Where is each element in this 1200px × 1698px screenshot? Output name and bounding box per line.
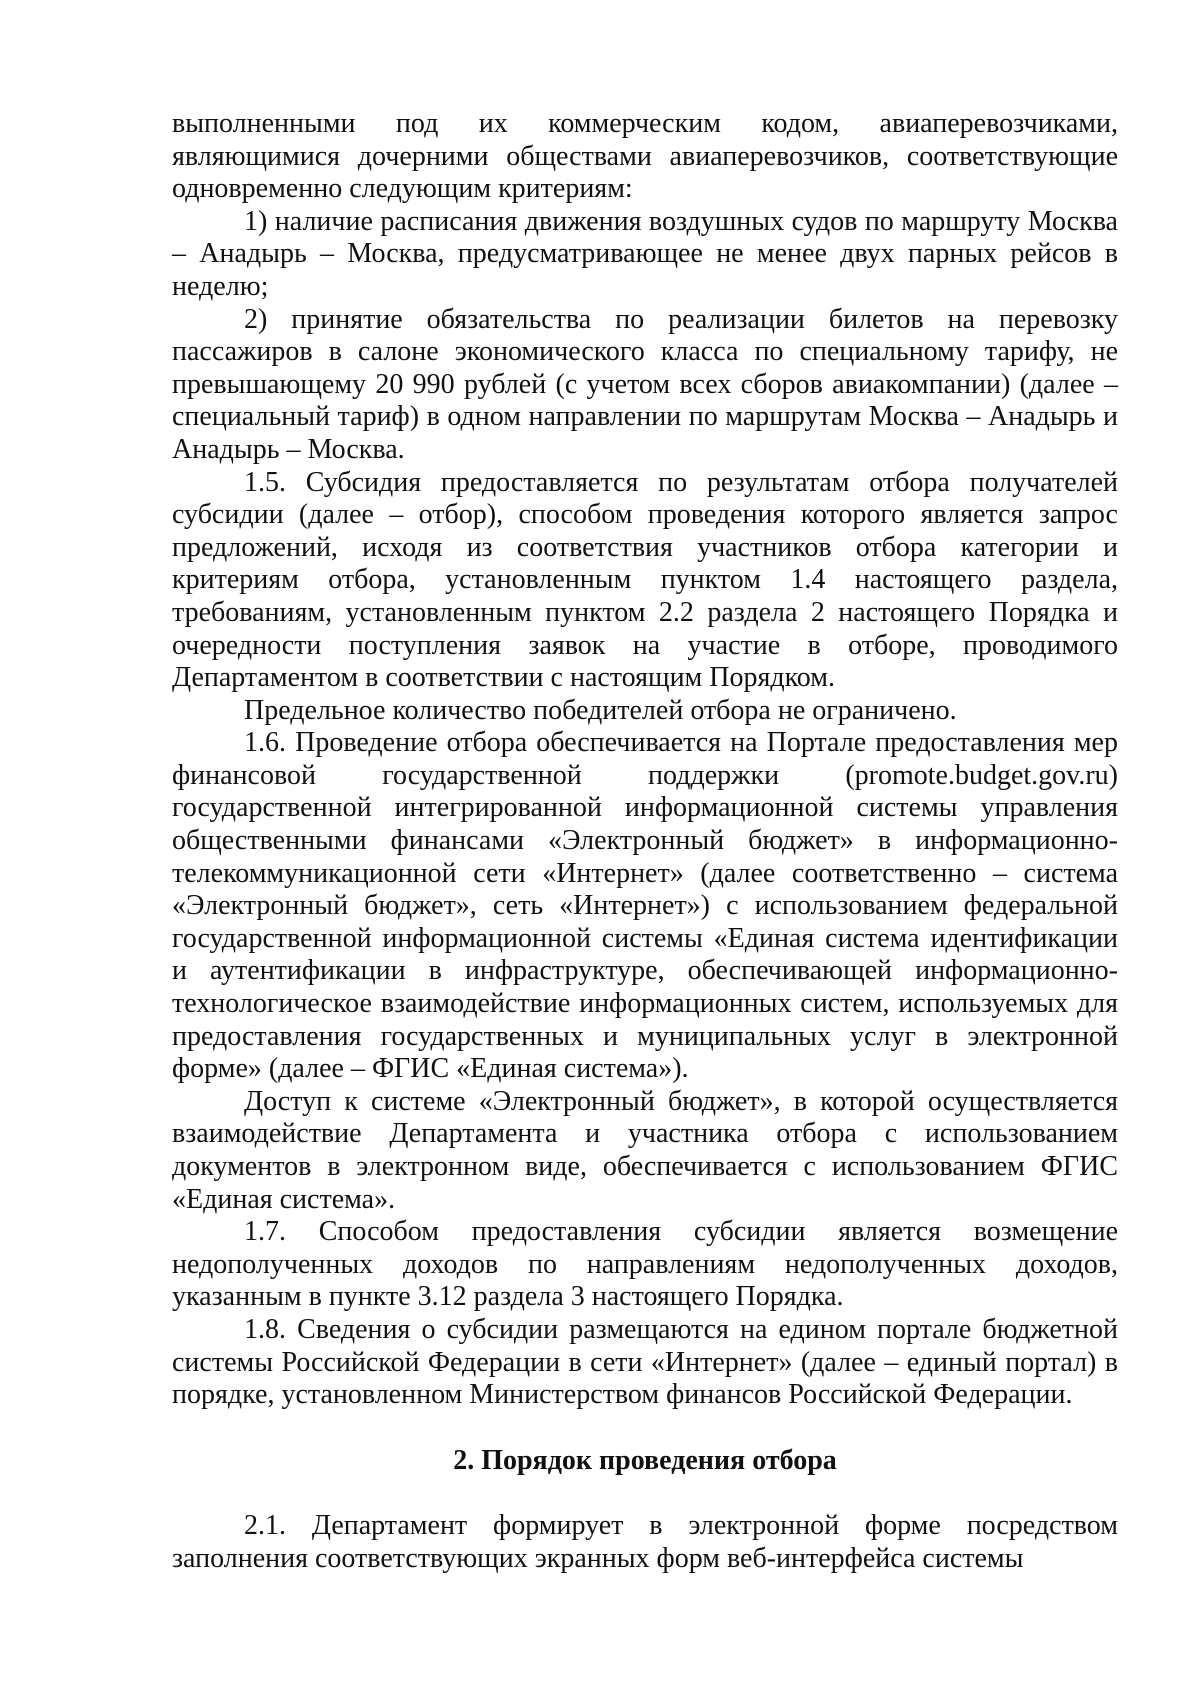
paragraph-criterion-2: 2) принятие обязательства по реализации билетов на перевозку пассажиров в салоне экономического класса по специальному тарифу, не превышающему 20 990 рублей (с учетом всех сборов авиакомпании) (далее – специальный тариф) в одном направлении по маршрутам Москва – Анадырь и Анадырь – Москва. [172, 303, 1118, 465]
paragraph-1-8: 1.8. Сведения о субсидии размещаются на едином портале бюджетной системы Российской Федерации в сети «Интернет» (далее – единый портал) в порядке, установленном Министерством финансов Российской Федерации. [172, 1313, 1118, 1411]
paragraph-continuation: выполненными под их коммерческим кодом, авиаперевозчиками, являющимися дочерними обществами авиаперевозчиков, соответствующие одновременно следующим критериям: [172, 108, 1118, 205]
paragraph-winners-limit: Предельное количество победителей отбора не ограничено. [244, 694, 957, 726]
paragraph-1-5: 1.5. Субсидия предоставляется по результатам отбора получателей субсидии (далее – отбор), способом проведения которого является запрос предложений, исходя из соответствия участников отбора категории и критериям отбора, установленным пунктом 1.4 настоящего раздела, требованиям, установленным пунктом 2.2 раздела 2 настоящего Порядка и очередности поступления заявок на участие в отборе, проводимого Департаментом в соответствии с настоящим Порядком. [172, 466, 1118, 694]
paragraph-criterion-1: 1) наличие расписания движения воздушных судов по маршруту Москва – Анадырь – Москва, предусматривающее не менее двух парных рейсов в неделю; [172, 205, 1118, 302]
paragraph-access: Доступ к системе «Электронный бюджет», в которой осуществляется взаимодействие Департамента и участника отбора с использованием документов в электронном виде, обеспечивается с использованием ФГИС «Единая система». [172, 1085, 1118, 1215]
paragraph-1-7: 1.7. Способом предоставления субсидии является возмещение недополученных доходов по направлениям недополученных доходов, указанным в пункте 3.12 раздела 3 настоящего Порядка. [172, 1216, 1118, 1313]
document-page [172, 108, 1118, 1576]
paragraph-2-1: 2.1. Департамент формирует в электронной форме посредством заполнения соответствующих экранных форм веб-интерфейса системы [172, 1510, 1118, 1574]
section-heading: 2. Порядок проведения отбора [453, 1444, 837, 1476]
paragraph-1-6: 1.6. Проведение отбора обеспечивается на Портале предоставления мер финансовой государственной поддержки (promote.budget.gov.ru) государственной интегрированной информационной системы управления общественными финансами «Электронный бюджет» в информационно-телекоммуникационной сети «Интернет» (далее соответственно – система «Электронный бюджет», сеть «Интернет») с использованием федеральной государственной информационной системы «Единая система идентификации и аутентификации в инфраструктуре, обеспечивающей информационно-технологическое взаимодействие информационных систем, используемых для предоставления государственных и муниципальных услуг в электронной форме» (далее – ФГИС «Единая система»). [172, 727, 1118, 1085]
